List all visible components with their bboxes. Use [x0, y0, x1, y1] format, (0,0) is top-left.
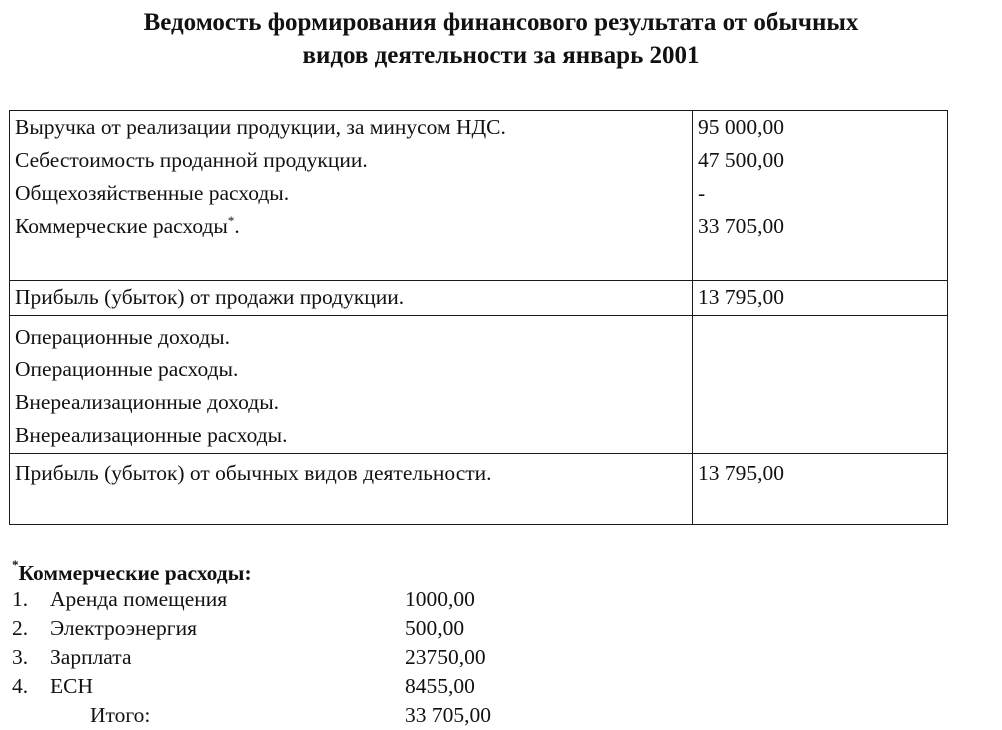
item-number: 3.: [12, 645, 29, 669]
breakdown-heading-text: Коммерческие расходы:: [18, 561, 252, 585]
other-items-values-cell: [693, 316, 948, 454]
item-number: 4.: [12, 674, 29, 698]
list-item: [12, 672, 475, 701]
item-amount: 23750,00: [405, 645, 486, 669]
commercial-expenses-label: [15, 210, 692, 243]
nonoperating-expenses-label: Внереализационные расходы.: [15, 423, 288, 447]
commercial-expenses-suffix: .: [234, 214, 240, 238]
sales-values-cell: [693, 111, 948, 281]
operating-expenses-label: Операционные расходы.: [15, 357, 239, 381]
sales-profit-row: [10, 281, 948, 316]
total-value: 33 705,00: [405, 703, 491, 727]
sales-profit-label: Прибыль (убыток) от продажи продукции.: [15, 285, 405, 309]
revenue-value: 95 000,00: [698, 115, 784, 139]
general-expenses-value: -: [698, 181, 706, 205]
item-amount: 500,00: [405, 616, 465, 640]
item-name: Аренда помещения: [50, 587, 228, 611]
other-items-row: [10, 316, 948, 454]
cost-label: Себестоимость проданной продукции.: [15, 148, 368, 172]
item-name: Зарплата: [50, 645, 132, 669]
breakdown-footnote-marker: *: [12, 557, 19, 572]
ordinary-profit-row: [10, 454, 948, 525]
item-number: 1.: [12, 587, 29, 611]
footnote-marker: *: [227, 213, 235, 228]
title-line-2: видов деятельности за январь 2001: [302, 42, 700, 69]
total-row: [12, 701, 491, 730]
financial-result-table: [9, 110, 948, 525]
commercial-expenses-text: Коммерческие расходы: [15, 214, 228, 238]
title-line-1: Ведомость формирования финансового результата от обычных: [143, 9, 859, 36]
commercial-expenses-breakdown: [12, 553, 491, 730]
item-name: ЕСН: [50, 674, 93, 698]
operating-income-label: Операционные доходы.: [15, 325, 230, 349]
ordinary-profit-label: Прибыль (убыток) от обычных видов деятельности.: [15, 461, 492, 485]
commercial-expenses-value: 33 705,00: [698, 214, 784, 238]
sales-profit-value: 13 795,00: [698, 285, 784, 309]
sales-labels-cell: [10, 111, 693, 281]
revenue-label: Выручка от реализации продукции, за минусом НДС.: [15, 115, 506, 139]
item-number: 2.: [12, 616, 29, 640]
sales-section-row: [10, 111, 948, 281]
item-name: Электроэнергия: [50, 616, 198, 640]
nonoperating-income-label: Внереализационные доходы.: [15, 390, 280, 414]
breakdown-heading: [12, 553, 252, 585]
list-item: [12, 614, 465, 643]
ordinary-profit-value: 13 795,00: [698, 461, 784, 485]
document-title: [0, 6, 1002, 72]
cost-value: 47 500,00: [698, 148, 784, 172]
list-item: [12, 643, 486, 672]
item-amount: 1000,00: [405, 587, 475, 611]
total-label: Итого:: [90, 703, 151, 727]
list-item: [12, 585, 475, 614]
general-expenses-label: Общехозяйственные расходы.: [15, 181, 290, 205]
item-amount: 8455,00: [405, 674, 475, 698]
